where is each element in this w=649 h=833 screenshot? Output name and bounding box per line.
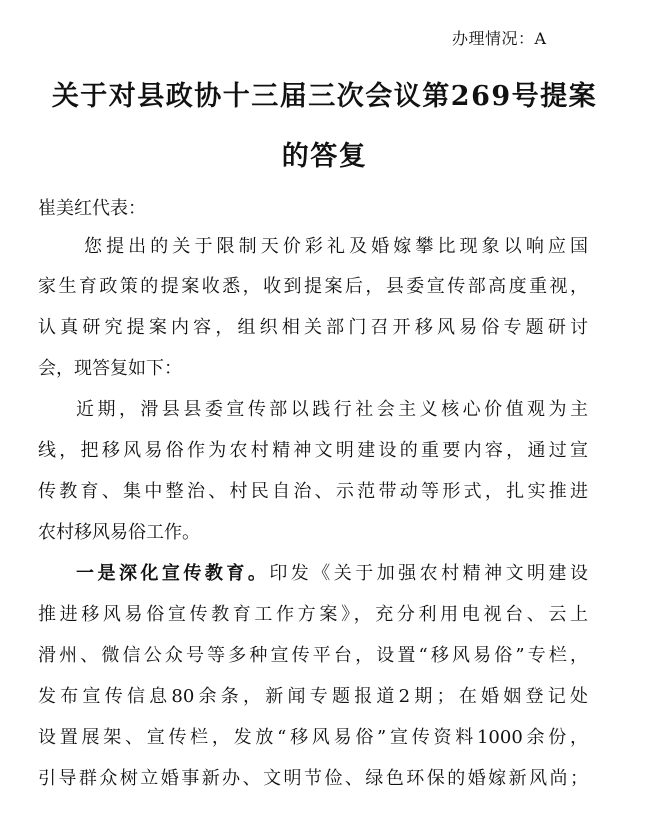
paragraph-line: 认真研究提案内容，组织相关部门召开移风易俗专题研讨	[38, 317, 588, 338]
document-title-line-1: 关于对县政协十三届三次会议第269号提案	[51, 81, 598, 112]
section-heading: 一是深化宣传教育。	[76, 563, 270, 584]
paragraph-line: 设置展架、宣传栏，发放“移风易俗”宣传资料1000余份，	[38, 727, 588, 748]
paragraph-line: 您提出的关于限制天价彩礼及婚嫁攀比现象以响应国	[84, 236, 588, 257]
paragraph-line: 农村移风易俗工作。	[38, 522, 200, 543]
paragraph-line: 近期，滑县县委宣传部以践行社会主义核心价值观为主	[76, 399, 588, 420]
status-note: 办理情况：A	[452, 29, 547, 48]
paragraph-line: 引导群众树立婚事新办、文明节俭、绿色环保的婚嫁新风尚；	[38, 768, 588, 789]
paragraph-text: 印发《关于加强农村精神文明建设	[269, 563, 589, 584]
paragraph-line	[76, 563, 588, 585]
paragraph-line: 线，把移风易俗作为农村精神文明建设的重要内容，通过宣	[38, 440, 588, 461]
salutation: 崔美红代表：	[38, 198, 146, 219]
paragraph-line: 传教育、集中整治、村民自治、示范带动等形式，扎实推进	[38, 481, 588, 502]
document-title-line-2: 的答复	[281, 141, 368, 172]
paragraph-line: 推进移风易俗宣传教育工作方案》，充分利用电视台、云上	[38, 604, 588, 625]
paragraph-line: 家生育政策的提案收悉，收到提案后，县委宣传部高度重视，	[38, 276, 588, 297]
paragraph-line: 发布宣传信息80余条，新闻专题报道2期；在婚姻登记处	[38, 686, 588, 707]
paragraph-line: 会，现答复如下：	[38, 358, 182, 379]
paragraph-line: 滑州、微信公众号等多种宣传平台，设置“移风易俗”专栏，	[38, 645, 588, 666]
